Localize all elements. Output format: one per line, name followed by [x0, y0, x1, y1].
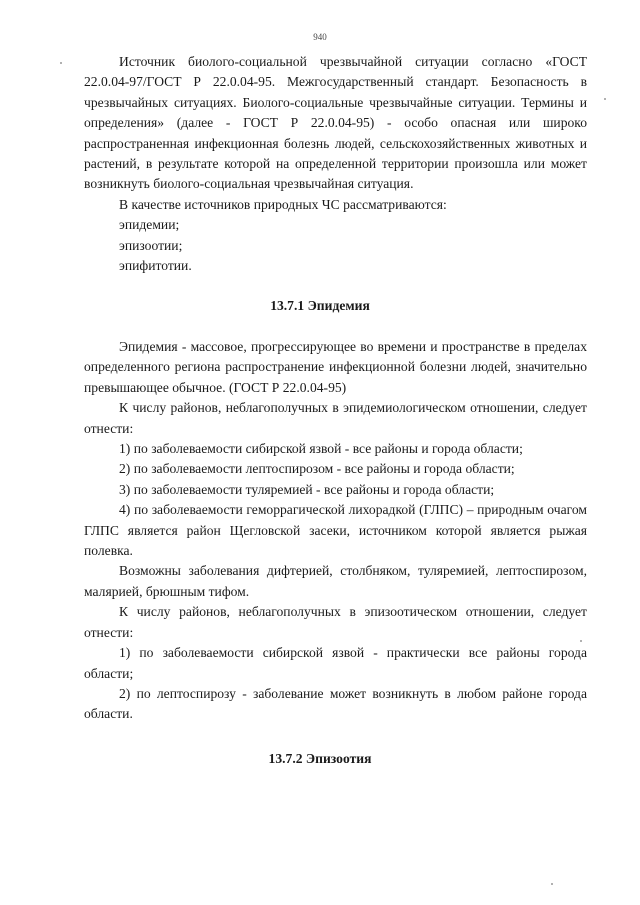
- intro-paragraph: Источник биолого-социальной чрезвычайной ситуации согласно «ГОСТ 22.0.04-97/ГОСТ Р 22.0.04-95. Межгосударственный стандарт. Безопасность в чрезвычайных ситуациях. Биолого-социальные чрезвычайные ситуации. Термины и определения» (далее - ГОСТ Р 22.0.04-95) - особо опасная или широко распространенная инфекционная болезнь людей, сельскохозяйственных животных и растений, в результате которой на определенной территории произошла или может возникнуть биолого-социальная чрезвычайная ситуация.: [84, 54, 587, 192]
- epizootic-item: 1) по заболеваемости сибирской язвой - практически все районы города области;: [84, 645, 587, 681]
- unfavorable-item: 4) по заболеваемости геморрагической лихорадкой (ГЛПС) – природным очагом ГЛПС является район Щегловской засеки, источником которой является рыжая полевка.: [84, 502, 587, 559]
- sources-lead: В качестве источников природных ЧС рассматриваются:: [119, 196, 447, 212]
- scan-speck: [604, 98, 606, 100]
- epidemic-definition: Эпидемия - массовое, прогрессирующее во времени и пространстве в пределах определенного региона распространение инфекционной болезни людей, значительно превышающее обычное. (ГОСТ Р 22.0.04-95): [84, 339, 587, 395]
- epizootic-lead: К числу районов, неблагополучных в эпизоотическом отношении, следует отнести:: [84, 604, 587, 640]
- page-number: 940: [313, 32, 327, 42]
- scan-speck: [60, 62, 62, 64]
- source-item: эпифитотии.: [119, 258, 192, 274]
- scan-speck: [551, 883, 553, 885]
- unfavorable-item: 3) по заболеваемости туляремией - все районы и города области;: [119, 481, 495, 497]
- source-item: эпизоотии;: [119, 237, 183, 253]
- section-heading-epizootic: 13.7.2 Эпизоотия: [268, 751, 372, 766]
- epizootic-item: 2) по лептоспирозу - заболевание может возникнуть в любом районе города области.: [84, 685, 587, 722]
- unfavorable-item: 1) по заболеваемости сибирской язвой - все районы и города области;: [119, 441, 523, 457]
- possible-diseases: Возможны заболевания дифтерией, столбняком, туляремией, лептоспирозом, малярией, брюшным тифом.: [84, 563, 587, 599]
- section-heading-epidemic: 13.7.1 Эпидемия: [270, 298, 370, 313]
- epidemic-block: [84, 337, 587, 725]
- source-item: эпидемии;: [119, 217, 180, 233]
- scan-speck: [580, 640, 582, 642]
- intro-block: [84, 52, 587, 276]
- unfavorable-item: 2) по заболеваемости лептоспирозом - все районы и города области;: [119, 461, 515, 477]
- unfavorable-lead: К числу районов, неблагополучных в эпидемиологическом отношении, следует отнести:: [84, 400, 587, 436]
